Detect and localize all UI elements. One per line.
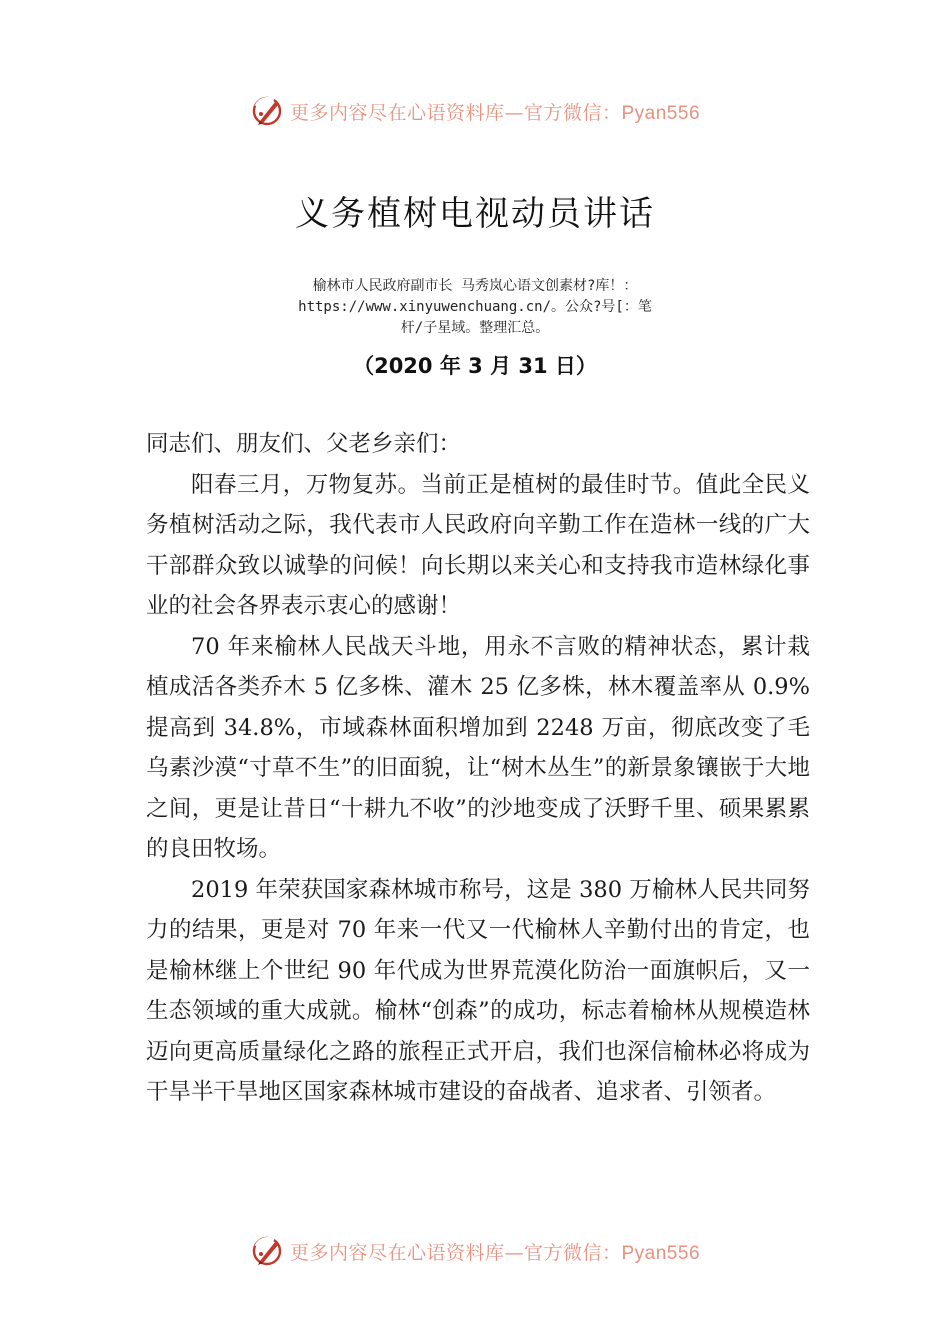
footer-banner-handle: Pyan556 — [621, 1242, 701, 1264]
header-banner-handle: Pyan556 — [621, 102, 701, 124]
header-banner-text: 更多内容尽在心语资料库—官方微信：Pyan556 — [289, 101, 701, 124]
salutation: 同志们、朋友们、父老乡亲们： — [146, 431, 462, 457]
pen-logo-icon — [250, 1234, 284, 1268]
header-banner — [0, 94, 950, 128]
document-title: 义务植树电视动员讲话 — [295, 194, 655, 234]
paragraph-2: 70 年来榆林人民战天斗地，用永不言败的精神状态，累计栽植成活各类乔木 5 亿多株、灌木 25 亿多株，林木覆盖率从 0.9%提高到 34.8%，市域森林面积增加到 2248 万亩，彻底改变了毛乌素沙漠“寸草不生”的旧面貌，让“树木丛生”的新景象镶嵌于大地之间，更是让昔日“十耕九不收”的沙地变成了沃野千里、硕果累累的良田牧场。 — [146, 633, 810, 862]
speech-date: （2020 年 3 月 31 日） — [353, 354, 597, 378]
footer-banner — [0, 1234, 950, 1268]
footer-banner-text: 更多内容尽在心语资料库—官方微信：Pyan556 — [289, 1241, 701, 1264]
paragraph-1: 阳春三月，万物复苏。当前正是植树的最佳时节。值此全民义务植树活动之际，我代表市人民政府向辛勤工作在造林一线的广大干部群众致以诚挚的问候！向长期以来关心和支持我市造林绿化事业的社会各界表示衷心的感谢！ — [146, 471, 810, 619]
pen-logo-icon — [250, 94, 284, 128]
byline: 榆林市人民政府副市长 马秀岚心语文创素材?库！：https://www.xinyuwenchuang.cn/。公众?号[：笔杆/子星域。整理汇总。 — [298, 278, 652, 336]
paragraph-3: 2019 年荣获国家森林城市称号，这是 380 万榆林人民共同努力的结果，更是对 70 年来一代又一代榆林人辛勤付出的肯定，也是榆林继上个世纪 90 年代成为世界荒漠化防治一面旗帜后，又一生态领域的重大成就。榆林“创森”的成功，标志着榆林从规模造林迈向更高质量绿化之路的旅程正式开启，我们也深信榆林必将成为干旱半干旱地区国家森林城市建设的奋战者、追求者、引领者。 — [146, 876, 810, 1105]
speech-body — [146, 424, 810, 1113]
